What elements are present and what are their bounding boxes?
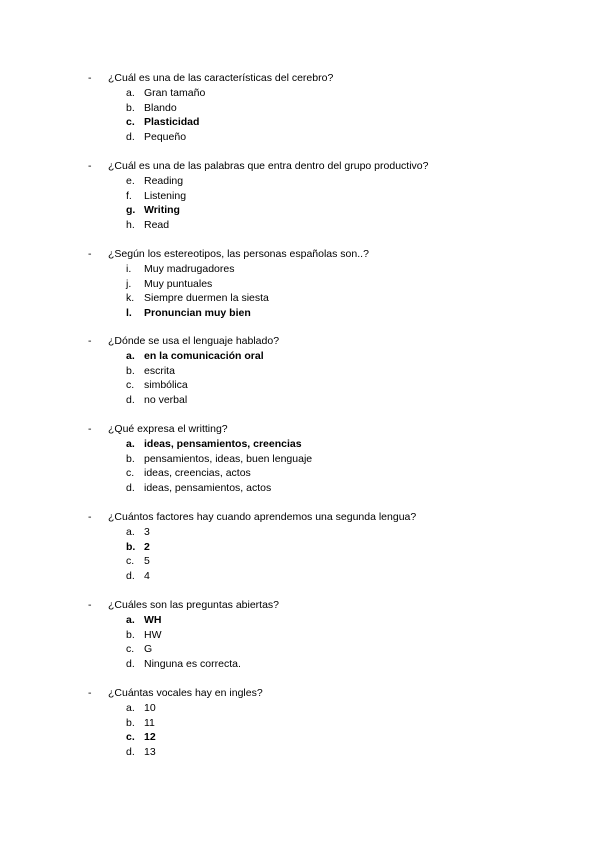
option-text: Gran tamaño: [144, 86, 206, 99]
bullet-dash: -: [88, 335, 92, 347]
bullet-dash: -: [88, 160, 92, 172]
option-letter: b.: [126, 364, 135, 377]
option-item: [88, 569, 568, 584]
question-line: [88, 510, 568, 525]
question-text: ¿Cuál es una de las características del cerebro?: [108, 72, 334, 84]
question-text: ¿Cuáles son las preguntas abiertas?: [108, 599, 280, 611]
option-letter: j.: [126, 277, 132, 290]
option-letter: k.: [126, 292, 135, 305]
bullet-dash: -: [88, 511, 92, 523]
option-text: Muy madrugadores: [144, 262, 235, 275]
option-letter: c.: [126, 643, 135, 656]
option-letter: l.: [126, 307, 132, 320]
bullet-dash: -: [88, 687, 92, 699]
option-text: Blando: [144, 101, 177, 114]
question-line: [88, 71, 568, 86]
option-text: Writing: [144, 204, 180, 217]
option-letter: d.: [126, 570, 135, 583]
question-text: ¿Dónde se usa el lenguaje hablado?: [108, 335, 280, 347]
option-item: [88, 262, 568, 277]
option-letter: d.: [126, 746, 135, 759]
question-text: ¿Cuántas vocales hay en ingles?: [108, 687, 263, 699]
option-letter: c.: [126, 555, 135, 568]
question-3: [88, 247, 568, 321]
option-text: 11: [144, 716, 155, 729]
option-item: [88, 291, 568, 306]
option-letter: a.: [126, 613, 135, 626]
option-letter: i.: [126, 262, 132, 275]
option-letter: a.: [126, 701, 135, 714]
question-line: [88, 422, 568, 437]
option-text: ideas, pensamientos, creencias: [144, 437, 302, 450]
option-letter: d.: [126, 482, 135, 495]
option-item: [88, 393, 568, 408]
option-text: 12: [144, 731, 156, 744]
option-letter: a.: [126, 525, 135, 538]
question-5: [88, 422, 568, 496]
option-letter: b.: [126, 101, 135, 114]
option-item: [88, 716, 568, 731]
option-item: [88, 730, 568, 745]
option-text: 4: [144, 570, 150, 583]
option-item: [88, 657, 568, 672]
option-text: 3: [144, 525, 150, 538]
option-text: Read: [144, 219, 170, 232]
option-text: Ninguna es correcta.: [144, 658, 241, 671]
option-text: escrita: [144, 364, 175, 377]
option-item: [88, 349, 568, 364]
option-item: [88, 378, 568, 393]
option-item: [88, 86, 568, 101]
question-4: [88, 334, 568, 408]
option-letter: b.: [126, 628, 135, 641]
option-text: Pequeño: [144, 131, 187, 144]
question-line: [88, 334, 568, 349]
option-text: WH: [144, 613, 162, 626]
option-text: 5: [144, 555, 150, 568]
option-item: [88, 540, 568, 555]
option-letter: c.: [126, 731, 135, 744]
question-line: [88, 247, 568, 262]
option-item: [88, 466, 568, 481]
option-text: 10: [144, 701, 156, 714]
option-letter: d.: [126, 131, 135, 144]
option-text: ideas, pensamientos, actos: [144, 482, 272, 495]
question-8: [88, 686, 568, 760]
option-text: Plasticidad: [144, 116, 200, 129]
option-text: Reading: [144, 174, 184, 187]
question-line: [88, 598, 568, 613]
option-item: [88, 437, 568, 452]
option-letter: a.: [126, 86, 135, 99]
option-item: [88, 701, 568, 716]
option-text: HW: [144, 628, 162, 641]
option-letter: c.: [126, 116, 135, 129]
option-item: [88, 130, 568, 145]
option-text: Listening: [144, 189, 187, 202]
option-item: [88, 613, 568, 628]
question-6: [88, 510, 568, 584]
bullet-dash: -: [88, 72, 92, 84]
option-text: simbólica: [144, 379, 188, 392]
option-letter: f.: [126, 189, 132, 202]
option-letter: a.: [126, 437, 135, 450]
option-item: [88, 174, 568, 189]
question-text: ¿Cuántos factores hay cuando aprendemos una segunda lengua?: [108, 511, 417, 523]
option-item: [88, 452, 568, 467]
option-item: [88, 189, 568, 204]
option-item: [88, 203, 568, 218]
option-item: [88, 745, 568, 760]
bullet-dash: -: [88, 599, 92, 611]
option-text: 2: [144, 540, 150, 553]
option-letter: c.: [126, 379, 135, 392]
question-line: [88, 686, 568, 701]
option-item: [88, 306, 568, 321]
option-item: [88, 115, 568, 130]
option-letter: d.: [126, 658, 135, 671]
option-text: no verbal: [144, 394, 188, 407]
question-text: ¿Cuál es una de las palabras que entra dentro del grupo productivo?: [108, 160, 429, 172]
option-text: Muy puntuales: [144, 277, 213, 290]
option-item: [88, 525, 568, 540]
option-item: [88, 277, 568, 292]
question-2: [88, 159, 568, 233]
option-text: ideas, creencias, actos: [144, 467, 251, 480]
bullet-dash: -: [88, 248, 92, 260]
option-letter: e.: [126, 174, 135, 187]
option-text: G: [144, 643, 153, 656]
option-letter: b.: [126, 452, 135, 465]
option-item: [88, 101, 568, 116]
option-item: [88, 481, 568, 496]
option-text: Pronuncian muy bien: [144, 307, 251, 320]
option-item: [88, 364, 568, 379]
option-letter: g.: [126, 204, 136, 217]
question-line: [88, 159, 568, 174]
bullet-dash: -: [88, 423, 92, 435]
option-text: Siempre duermen la siesta: [144, 292, 269, 305]
option-text: en la comunicación oral: [144, 349, 264, 362]
option-letter: a.: [126, 349, 135, 362]
option-letter: b.: [126, 540, 136, 553]
option-item: [88, 628, 568, 643]
option-item: [88, 554, 568, 569]
question-1: [88, 71, 568, 145]
option-item: [88, 218, 568, 233]
option-text: 13: [144, 746, 156, 759]
question-text: ¿Qué expresa el writting?: [108, 423, 228, 435]
option-text: pensamientos, ideas, buen lenguaje: [144, 452, 313, 465]
option-letter: b.: [126, 716, 135, 729]
option-letter: h.: [126, 219, 135, 232]
question-text: ¿Según los estereotipos, las personas españolas son..?: [108, 248, 369, 260]
option-letter: d.: [126, 394, 135, 407]
option-letter: c.: [126, 467, 135, 480]
question-7: [88, 598, 568, 672]
option-item: [88, 642, 568, 657]
